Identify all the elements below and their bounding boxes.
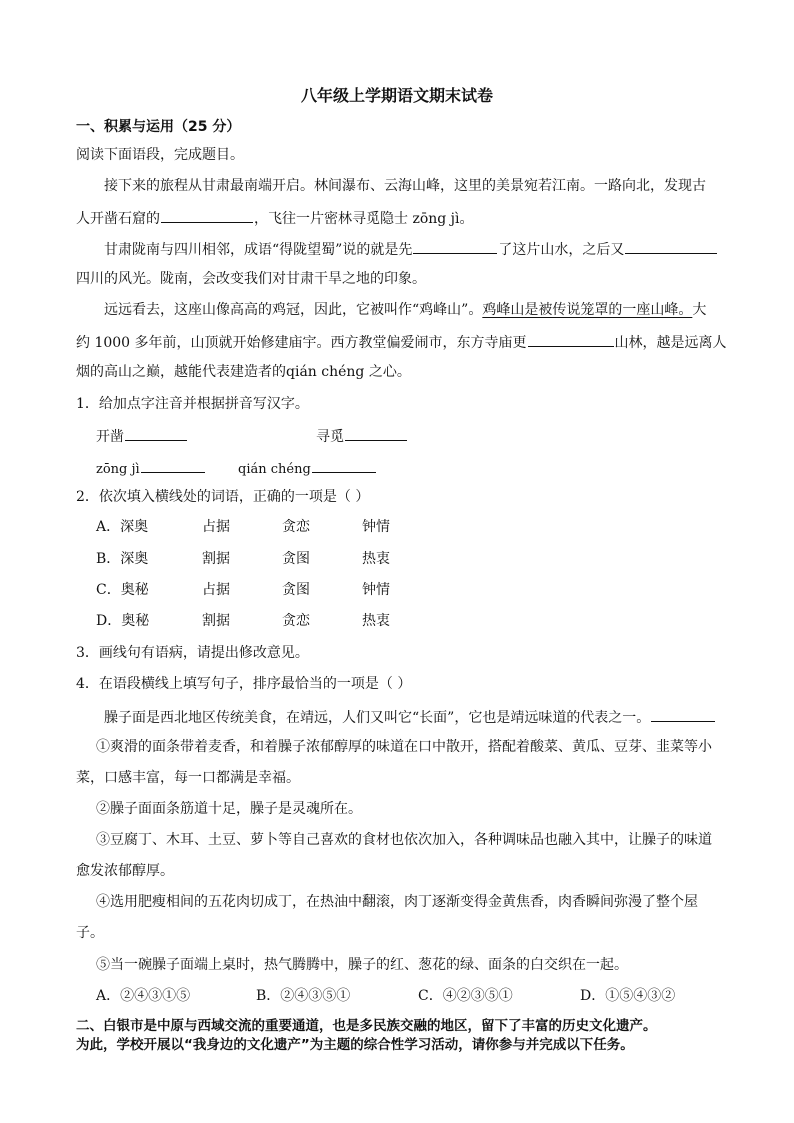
answer-blank[interactable] — [312, 457, 376, 473]
q4-intro — [104, 706, 716, 728]
instruction: 阅读下面语段，完成题目。 — [76, 147, 244, 163]
section1-heading: 一、积累与运用（25 分） — [76, 119, 241, 135]
q1-label: qián chéng — [238, 462, 311, 477]
passage-line: 四川的风光。陇南，会改变我们对甘肃干旱之地的印象。 — [76, 271, 426, 287]
passage-text: 远远看去，这座山像高高的鸡冠，因此，它被叫作“鸡峰山”。 — [104, 302, 483, 318]
q2-option[interactable]: B．深奥 — [96, 551, 149, 567]
underlined-sentence: 鸡峰山是被传说笼罩的一座山峰。 — [482, 302, 693, 318]
answer-blank[interactable] — [125, 425, 187, 441]
q4-option[interactable]: C．④②③⑤① — [418, 988, 513, 1004]
q2-option[interactable]: C．奥秘 — [96, 582, 149, 598]
q4-option[interactable]: B．②④③⑤① — [256, 988, 351, 1004]
q2-option-word: 贪图 — [282, 551, 310, 567]
q3-stem: 3．画线句有语病，请提出修改意见。 — [76, 645, 309, 661]
q1-label: 寻觅 — [316, 429, 344, 445]
q1-item-b — [316, 425, 408, 447]
q4-sentence: 菜，口感丰富，每一口都满是幸福。 — [76, 770, 300, 786]
q2-option[interactable]: A．深奥 — [96, 519, 149, 535]
section2-heading: 二、白银市是中原与西域交流的重要通道，也是多民族交融的地区，留下了丰富的历史文化遗产。 — [76, 1018, 657, 1034]
q1-stem: 1．给加点字注音并根据拼音写汉字。 — [76, 396, 309, 412]
q4-stem: 4．在语段横线上填写句子，排序最恰当的一项是（ ） — [76, 676, 412, 692]
q4-sentence: 愈发浓郁醇厚。 — [76, 863, 174, 879]
passage-text: 约 1000 多年前，山顶就开始修建庙宇。西方教堂偏爱闹市，东方寺庙更 — [76, 335, 527, 351]
q4-sentence: 子。 — [76, 925, 104, 941]
answer-blank[interactable] — [528, 331, 614, 347]
q4-sentence: ⑤当一碗臊子面端上桌时，热气腾腾中，臊子的红、葱花的绿、面条的白交织在一起。 — [96, 957, 628, 973]
q1-label: 开凿 — [96, 429, 124, 445]
passage-line — [104, 238, 718, 260]
q2-stem: 2．依次填入横线处的词语，正确的一项是（ ） — [76, 489, 370, 505]
q2-option[interactable]: D．奥秘 — [96, 613, 150, 629]
q4-option[interactable]: A．②④③①⑤ — [96, 988, 191, 1004]
q4-sentence: ③豆腐丁、木耳、土豆、萝卜等自己喜欢的食材也依次加入，各种调味品也融入其中，让臊子的味道 — [96, 832, 712, 848]
passage-line — [104, 300, 706, 320]
q2-option-word: 热衷 — [362, 551, 390, 567]
q1-item-a — [96, 425, 188, 447]
q4-option[interactable]: D．①⑤④③② — [580, 988, 676, 1004]
q4-sentence: ②臊子面面条筋道十足，臊子是灵魂所在。 — [96, 801, 362, 817]
q2-option-word: 占据 — [202, 519, 230, 535]
answer-blank[interactable] — [625, 238, 717, 254]
q2-option-word: 贪图 — [282, 582, 310, 598]
q2-option-word: 热衷 — [362, 613, 390, 629]
answer-blank[interactable] — [141, 457, 205, 473]
q2-option-word: 割据 — [202, 613, 230, 629]
q2-option-word: 钟情 — [362, 519, 390, 535]
q2-option-word: 钟情 — [362, 582, 390, 598]
passage-line: 烟的高山之巅，越能代表建造者的qián chéng 之心。 — [76, 364, 411, 380]
q2-option-word: 占据 — [202, 582, 230, 598]
passage-text: 甘肃陇南与四川相邻，成语“得陇望蜀”说的就是先 — [104, 242, 413, 258]
passage-line — [76, 207, 474, 229]
q1-item-c — [96, 457, 206, 480]
passage-line: 接下来的旅程从甘肃最南端开启。林间瀑布、云海山峰，这里的美景宛若江南。一路向北，发现古 — [104, 178, 706, 194]
q1-item-d — [238, 457, 377, 480]
answer-blank[interactable] — [161, 207, 253, 223]
q2-option-word: 贪恋 — [282, 519, 310, 535]
q2-option-word: 贪恋 — [282, 613, 310, 629]
passage-text: 人开凿石窟的 — [76, 211, 160, 227]
passage-text: 了这片山水，之后又 — [498, 242, 625, 258]
q4-sentence: ④选用肥瘦相间的五花肉切成丁，在热油中翻滚，肉丁逐渐变得金黄焦香，肉香瞬间弥漫了整个屋 — [96, 894, 698, 910]
section2-heading: 为此，学校开展以“我身边的文化遗产”为主题的综合性学习活动，请你参与并完成以下任务。 — [76, 1037, 634, 1053]
q1-label: zōng jì — [96, 462, 140, 477]
q4-sentence: ①爽滑的面条带着麦香，和着臊子浓郁醇厚的味道在口中散开，搭配着酸菜、黄瓜、豆芽、韭菜等小 — [96, 739, 712, 755]
answer-blank[interactable] — [651, 706, 715, 722]
passage-text: ，飞往一片密林寻觅隐士 zōng jì。 — [254, 211, 474, 227]
q4-intro-text: 臊子面是西北地区传统美食，在靖远，人们又叫它“长面”，它也是靖远味道的代表之一。 — [104, 710, 651, 726]
answer-blank[interactable] — [413, 238, 497, 254]
page-title: 八年级上学期语文期末试卷 — [300, 86, 493, 105]
passage-text: 山林，越是远离人 — [614, 335, 727, 351]
q2-option-word: 割据 — [202, 551, 230, 567]
answer-blank[interactable] — [345, 425, 407, 441]
passage-text: 大 — [692, 302, 707, 318]
passage-line — [76, 331, 727, 353]
